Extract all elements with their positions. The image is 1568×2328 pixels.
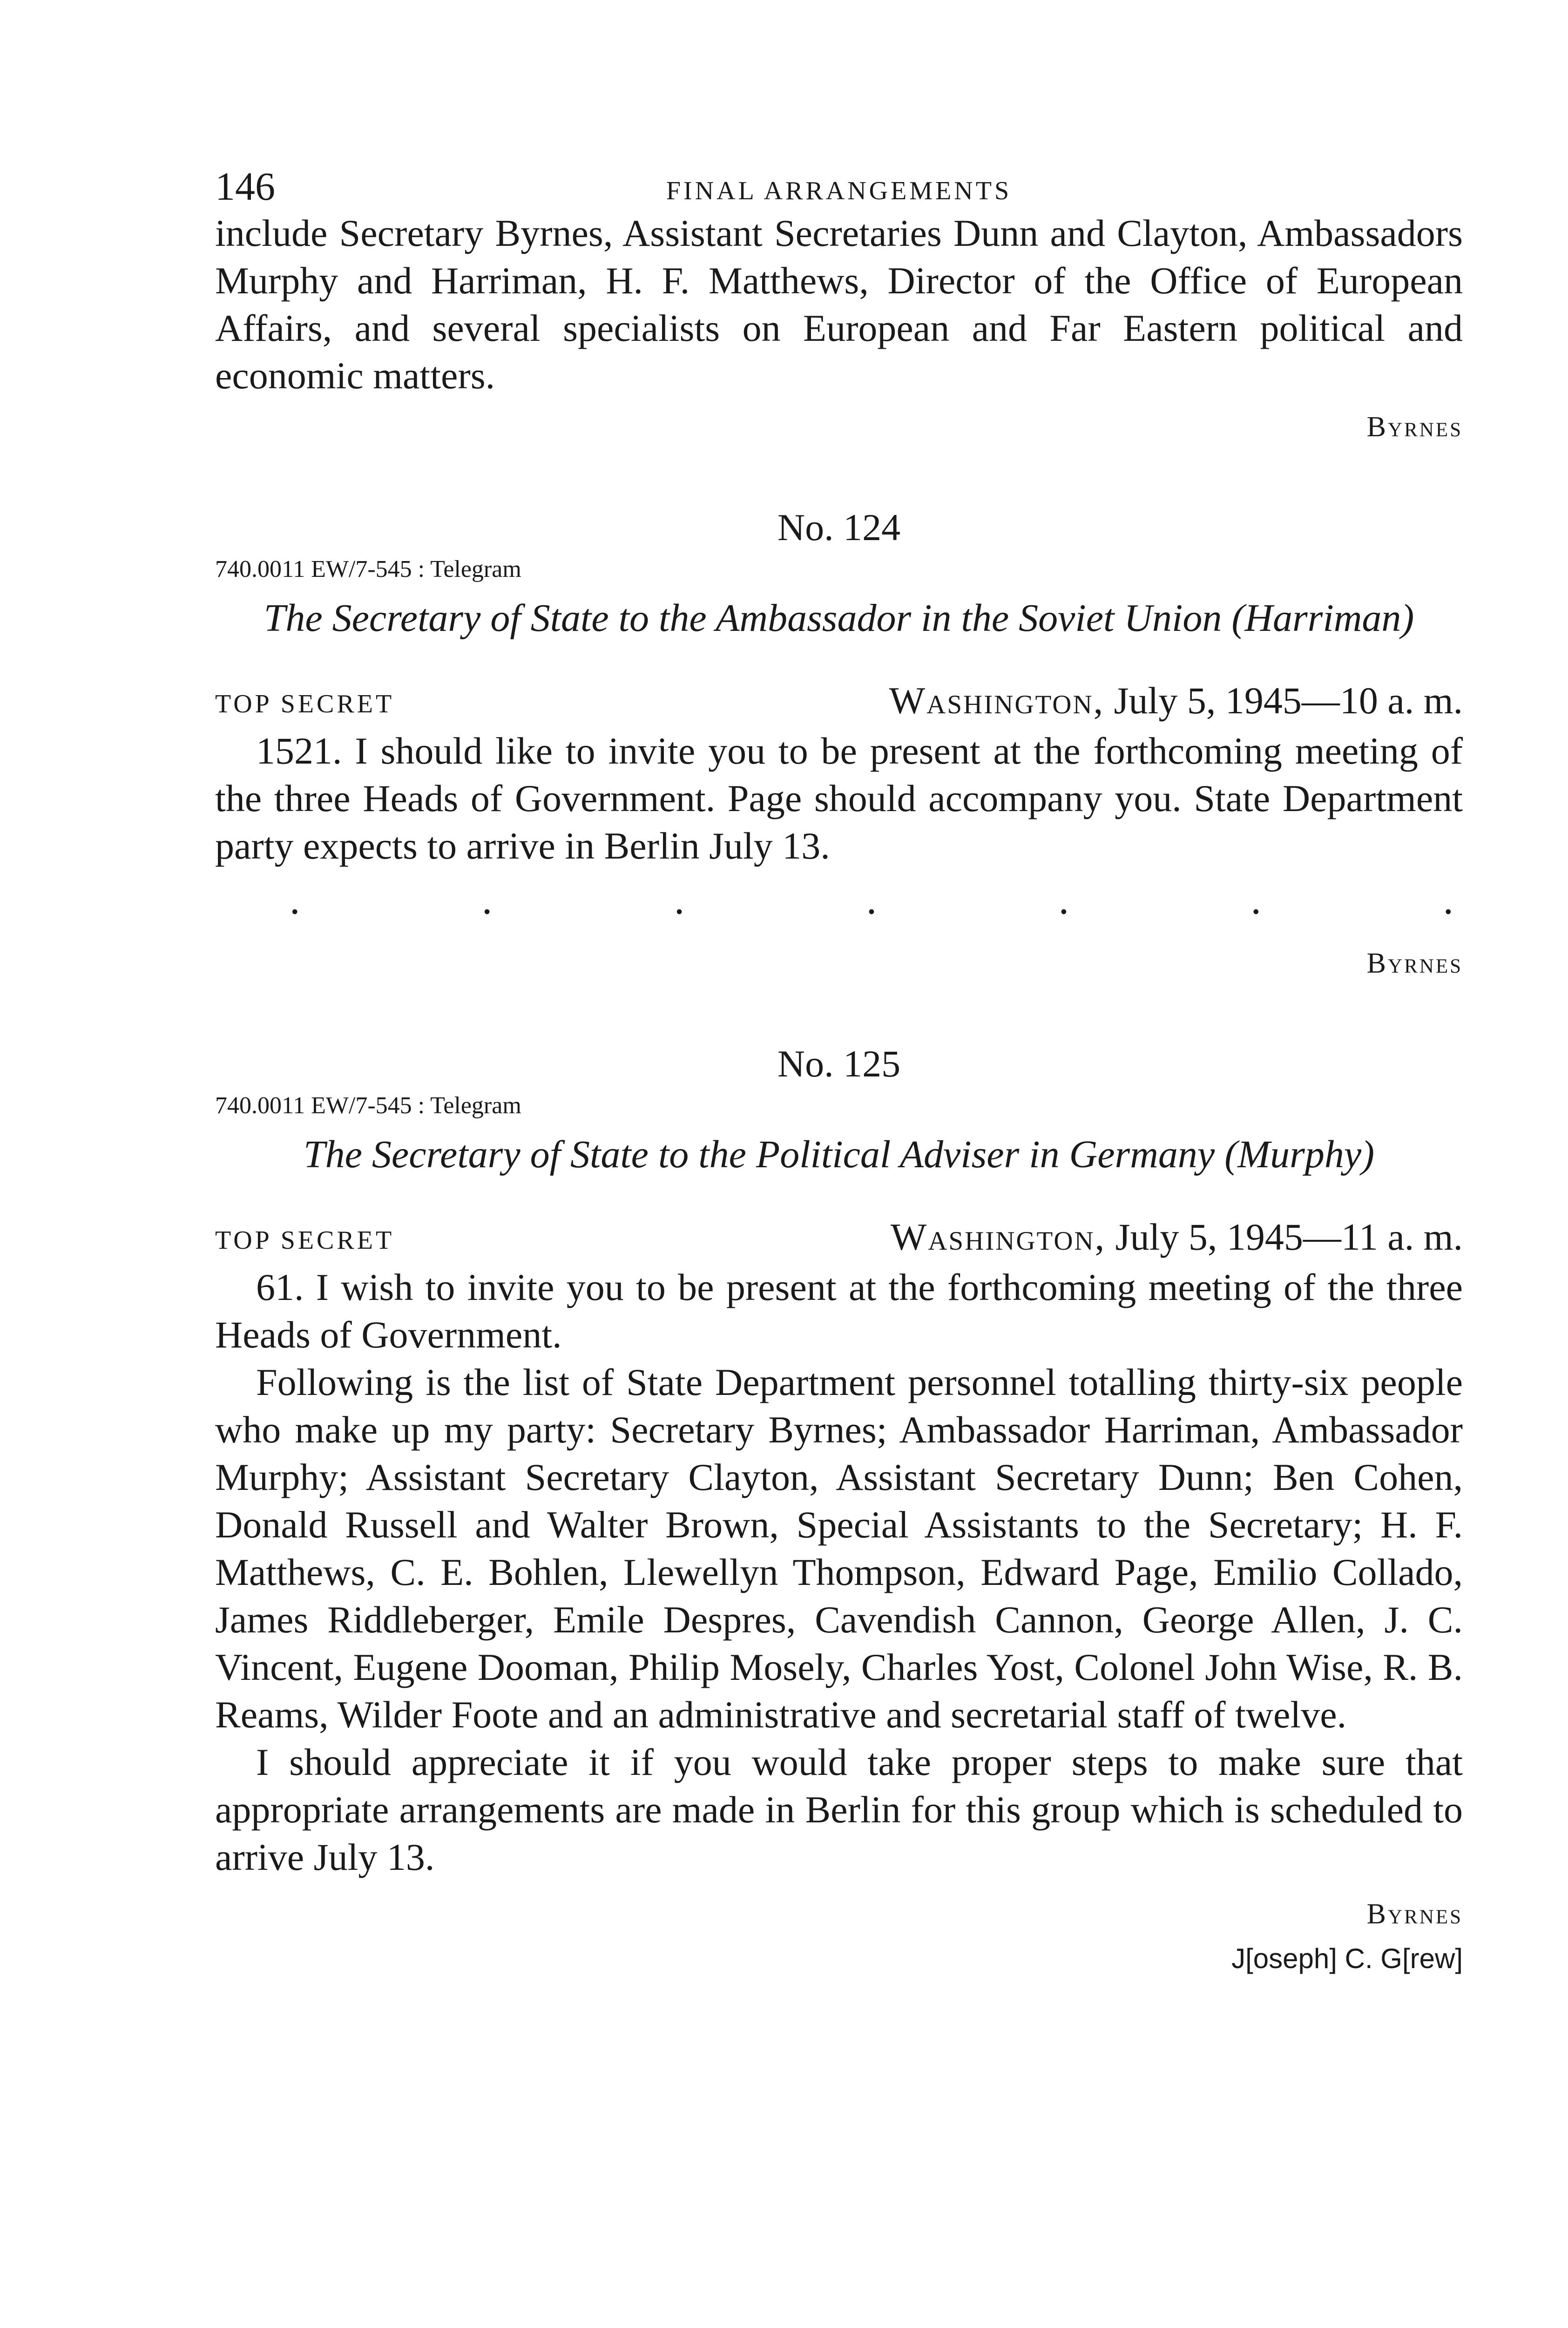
doc-124-body: 1521. I should like to invite you to be present at the forthcoming meeting of the three Heads of Government. Page should accompany you. State Department party expects to arrive in Berlin July 13.: [215, 730, 1463, 867]
doc-125-paragraph-3: I should appreciate it if you would take proper steps to make sure that appropriate arrangements are made in Berlin for this group which is scheduled to arrive July 13.: [215, 1741, 1463, 1878]
ellipsis-dot: .: [1443, 877, 1453, 923]
ellipsis-dot: .: [866, 877, 877, 923]
doc-124-place: Washington,: [889, 679, 1105, 722]
doc-125-title: The Secretary of State to the Political Adviser in Germany (Murphy): [303, 1133, 1375, 1176]
doc-125-paragraph-2: Following is the list of State Department personnel totalling thirty-six people who make up my party: Secretary Byrnes; Ambassador Harriman, Ambassador Murphy; Assistant Secretary Clayton, Assistant Secretary Dunn; Ben Cohen, Donald Russell and Walter Brown, Special Assistants to the Secretary; H. F. Matthews, C. E. Bohlen, Llewellyn Thompson, Edward Page, Emilio Collado, James Riddleberger, Emile Despres, Cavendish Cannon, George Allen, J. C. Vincent, Eugene Dooman, Philip Mosely, Charles Yost, Colonel John Wise, R. B. Reams, Wilder Foote and an administrative and secretarial staff of twelve.: [215, 1361, 1463, 1736]
doc-124-number: No. 124: [777, 506, 901, 548]
doc-125-paragraph-1: 61. I wish to invite you to be present at the forthcoming meeting of the three Heads of Government.: [215, 1266, 1463, 1356]
doc-125-date: July 5, 1945—11 a. m.: [1115, 1216, 1463, 1258]
doc-124-date: July 5, 1945—10 a. m.: [1114, 679, 1463, 722]
doc-125-initials: J[oseph] C. G[rew]: [1231, 1943, 1463, 1974]
doc-125-dateline: [215, 1215, 1463, 1264]
doc-124-file-ref: 740.0011 EW/7-545 : Telegram: [215, 556, 521, 582]
ellipsis-dot: .: [674, 877, 685, 923]
doc-125-place: Washington,: [890, 1216, 1106, 1258]
running-title: FINAL ARRANGEMENTS: [666, 176, 1012, 205]
doc-125-number: No. 125: [777, 1042, 901, 1085]
ellipsis-dot: .: [1250, 877, 1262, 923]
doc-124-title: The Secretary of State to the Ambassador in the Soviet Union (Harriman): [264, 596, 1414, 640]
doc-125-place-date: [891, 1215, 1463, 1259]
doc-124-signature: Byrnes: [1366, 947, 1463, 979]
document-page: [215, 163, 1463, 1980]
page-number: 146: [215, 164, 275, 209]
ellipsis-dot: .: [290, 877, 300, 923]
doc-125-classification: TOP SECRET: [215, 1226, 395, 1255]
doc-124-dateline: [215, 679, 1463, 727]
doc-124-place-date: [889, 679, 1463, 723]
intro-signature: Byrnes: [1366, 411, 1463, 443]
doc-124-classification: TOP SECRET: [215, 690, 395, 718]
intro-paragraph: include Secretary Byrnes, Assistant Secretaries Dunn and Clayton, Ambassadors Murphy and Harriman, H. F. Matthews, Director of the Office of European Affairs, and several specialists on European and Far Eastern political and economic matters.: [215, 212, 1463, 397]
doc-124-ellipsis: [215, 874, 1463, 926]
ellipsis-dot: .: [1058, 877, 1069, 923]
ellipsis-dot: .: [481, 877, 493, 923]
running-head: [215, 163, 1463, 210]
doc-125-file-ref: 740.0011 EW/7-545 : Telegram: [215, 1092, 521, 1119]
doc-125-signature: Byrnes: [1366, 1898, 1463, 1930]
